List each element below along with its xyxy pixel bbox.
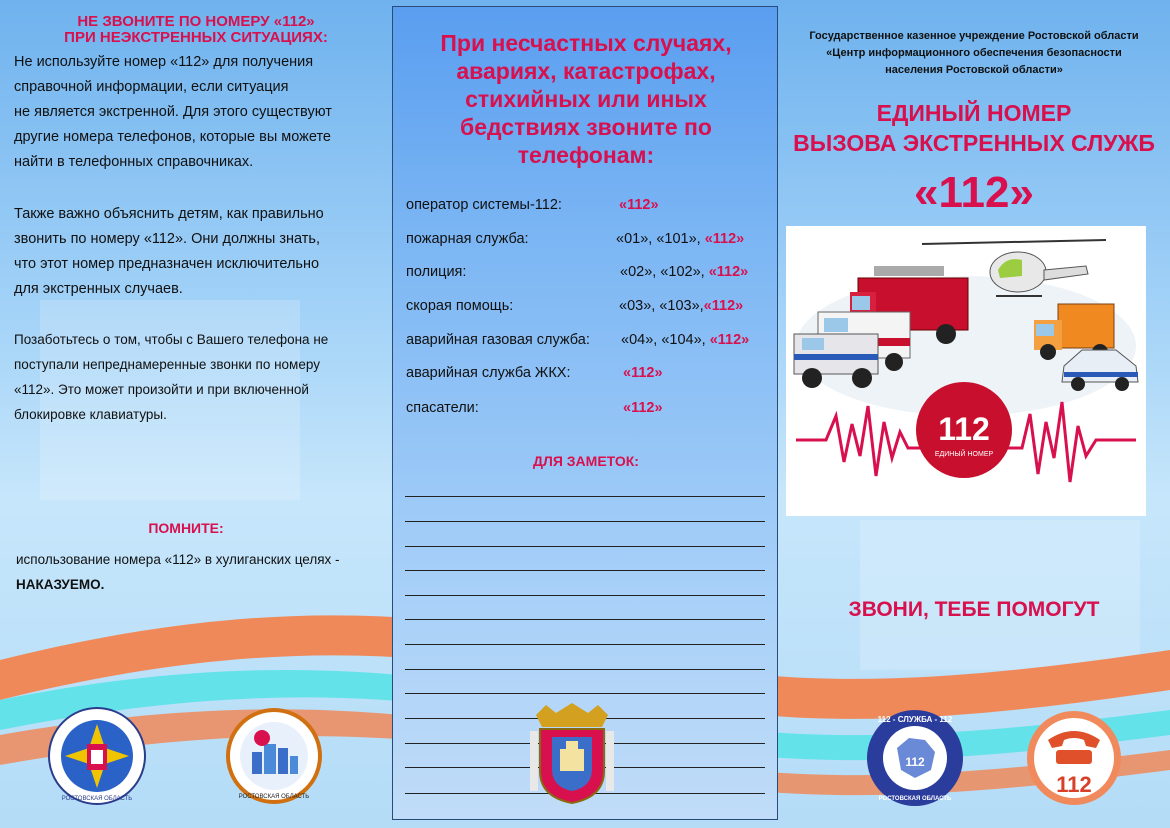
service-row-rescuers: спасатели: «112» — [406, 400, 663, 416]
information-center-emblem-icon — [226, 708, 322, 804]
remember-title: ПОМНИТЕ: — [148, 520, 224, 536]
warning-title: НЕ ЗВОНИТЕ ПО НОМЕРУ «112» ПРИ НЕЭКСТРЕННЫХ СИТУАЦИЯХ: — [64, 13, 328, 46]
organization-name: Государственное казенное учреждение Ростовской области «Центр информационного обеспечения безопасности населения Ростовской области» — [809, 30, 1139, 76]
right-panel — [778, 0, 1170, 828]
rostov-coat-of-arms-icon — [526, 701, 618, 805]
mchs-emblem-icon — [47, 706, 147, 806]
paragraph-reference-info: Не используйте номер «112» для получения справочной информации, если ситуация не является экстренной. Для этого существуют другие номера телефонов, которые вы можете найти в телефонных справочниках. — [14, 54, 332, 170]
notes-line — [405, 496, 765, 497]
svg-text:РОСТОВСКАЯ ОБЛАСТЬ: РОСТОВСКАЯ ОБЛАСТЬ — [238, 794, 310, 800]
service-112-logo-icon — [863, 708, 967, 808]
notes-line — [405, 669, 765, 670]
badge-number: 112 — [938, 411, 990, 447]
notes-line — [405, 570, 765, 571]
left-panel — [0, 0, 392, 828]
notes-line — [405, 521, 765, 522]
service-row-housing: аварийная служба ЖКХ: «112» — [406, 365, 663, 381]
svg-text:112 - СЛУЖБА - 112: 112 - СЛУЖБА - 112 — [877, 715, 953, 724]
notes-line — [405, 546, 765, 547]
notes-line — [405, 693, 765, 694]
emergency-vehicles-icon — [786, 226, 1146, 516]
service-row-police: полиция: «02», «102», «112» — [406, 264, 749, 280]
notes-line — [405, 595, 765, 596]
remember-text: использование номера «112» в хулиганских целях - НАКАЗУЕМО. — [16, 552, 340, 592]
service-row-fire: пожарная служба: «01», «101», «112» — [406, 231, 745, 247]
emergency-vehicles-illustration — [786, 226, 1146, 516]
svg-text:РОСТОВСКАЯ ОБЛАСТЬ: РОСТОВСКАЯ ОБЛАСТЬ — [61, 796, 133, 802]
slogan: ЗВОНИ, ТЕБЕ ПОМОГУТ — [848, 598, 1100, 621]
notes-line — [405, 619, 765, 620]
notes-title: ДЛЯ ЗАМЕТОК: — [533, 453, 639, 469]
svg-text:112: 112 — [905, 755, 925, 769]
service-row-gas: аварийная газовая служба: «04», «104», «112» — [406, 332, 750, 348]
paragraph-children: Также важно объяснить детям, как правильно звонить по номеру «112». Они должны знать, что этот номер предназначен исключительно для экстренных случаев. — [14, 206, 324, 297]
middle-panel — [392, 6, 778, 820]
phone-112-logo-icon — [1026, 710, 1122, 806]
service-row-ambulance: скорая помощь: «03», «103»,«112» — [406, 298, 744, 314]
emergency-call-title: При несчастных случаях, авариях, катастрофах, стихийных или иных бедствиях звоните по телефонам: — [440, 30, 732, 168]
badge-caption: ЕДИНЫЙ НОМЕР — [934, 451, 994, 458]
notes-line — [405, 644, 765, 645]
main-number: «112» — [914, 168, 1034, 217]
service-row-operator: оператор системы-112: «112» — [406, 197, 659, 213]
svg-text:РОСТОВСКАЯ ОБЛАСТЬ: РОСТОВСКАЯ ОБЛАСТЬ — [878, 796, 952, 802]
paragraph-accidental-calls: Позаботьтесь о том, чтобы с Вашего телефона не поступали непреднамеренные звонки по номеру «112». Это может произойти и при включенной блокировке клавиатуры. — [14, 332, 329, 422]
main-title: ЕДИНЫЙ НОМЕР ВЫЗОВА ЭКСТРЕННЫХ СЛУЖБ — [793, 100, 1155, 156]
svg-text:112: 112 — [1056, 772, 1092, 797]
